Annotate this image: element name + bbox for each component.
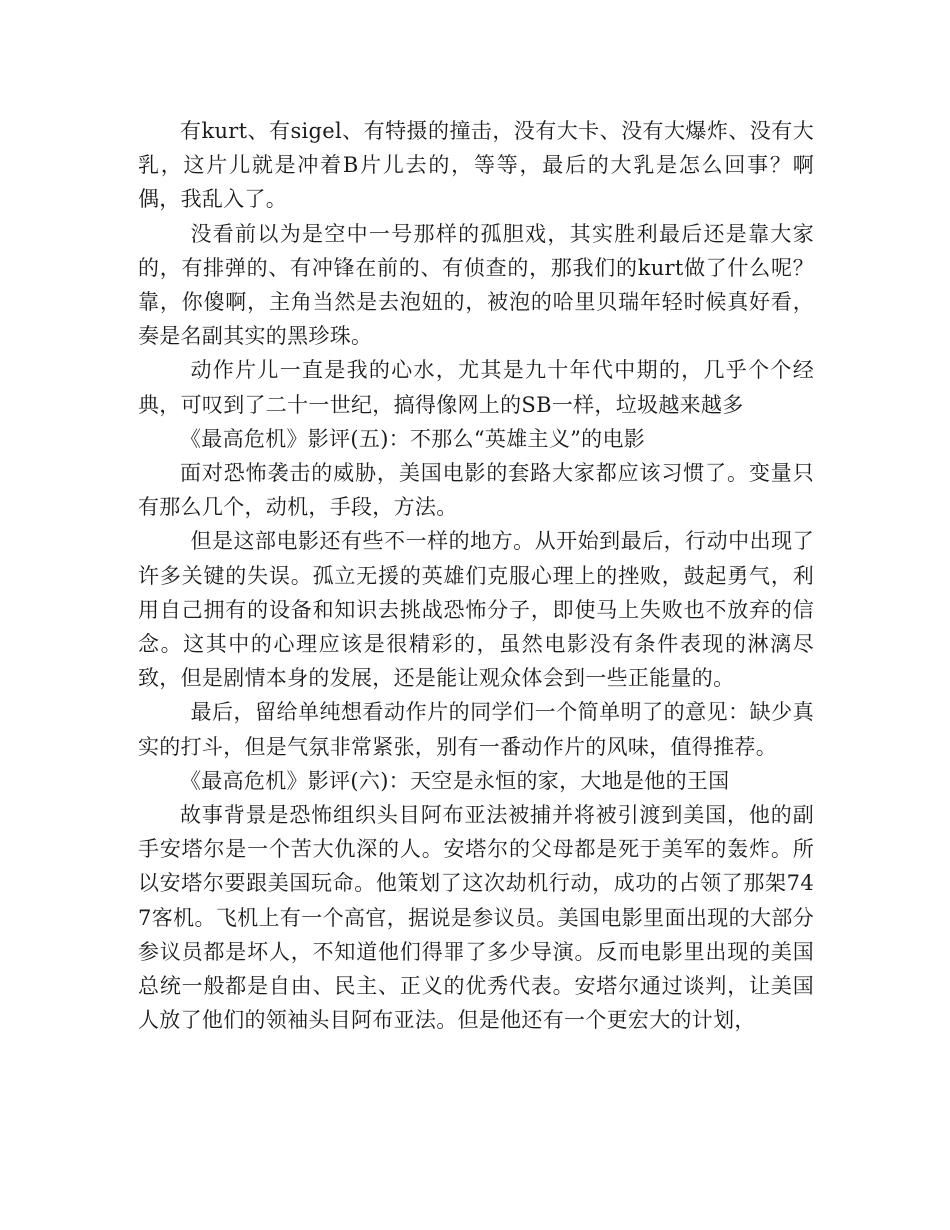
paragraph-intro: 有kurt、有sigel、有特摄的撞击，没有大卡、没有大爆炸、没有大乳，这片儿就是冲着B片儿去的，等等，最后的大乳是怎么回事？啊偶，我乱入了。 [138, 119, 814, 212]
paragraph-story-background: 故事背景是恐怖组织头目阿布亚法被捕并将被引渡到美国，他的副手安塔尔是一个苦大仇深的人。安塔尔的父母都是死于美军的轰炸。所以安塔尔要跟美国玩命。他策划了这次劫机行动，成功的占领了那架747客机。飞机上有一个高官，据说是参议员。美国电影里面出现的大部分参议员都是坏人，不知道他们得罪了多少导演。反而电影里出现的美国总统一般都是自由、民主、正义的优秀代表。安塔尔通过谈判，让美国人放了他们的领袖头目阿布亚法。但是他还有一个更宏大的计划， [138, 803, 814, 1033]
paragraph-terror-threat: 面对恐怖袭击的威胁，美国电影的套路大家都应该习惯了。变量只有那么几个，动机，手段，方法。 [138, 461, 814, 520]
document-body [138, 114, 814, 1037]
paragraph-action-films: 动作片儿一直是我的心水，尤其是九十年代中期的，几乎个个经典，可叹到了二十一世纪，搞得像网上的SB一样，垃圾越来越多 [138, 358, 814, 417]
paragraph-different: 但是这部电影还有些不一样的地方。从开始到最后，行动中出现了许多关键的失误。孤立无援的英雄们克服心理上的挫败，鼓起勇气，利用自己拥有的设备和知识去挑战恐怖分子，即使马上失败也不放弃的信念。这其中的心理应该是很精彩的，虽然电影没有条件表现的淋漓尽致，但是剧情本身的发展，还是能让观众体会到一些正能量的。 [138, 529, 814, 691]
review-heading-6: 《最高危机》影评(六)：天空是永恒的家，大地是他的王国 [180, 768, 730, 793]
paragraph-teamwork: 没看前以为是空中一号那样的孤胆戏，其实胜利最后还是靠大家的，有排弹的、有冲锋在前的、有侦查的，那我们的kurt做了什么呢？靠，你傻啊，主角当然是去泡妞的，被泡的哈里贝瑞年轻时候真好看，奏是名副其实的黑珍珠。 [138, 221, 814, 349]
paragraph-recommendation: 最后，留给单纯想看动作片的同学们一个简单明了的意见：缺少真实的打斗，但是气氛非常紧张，别有一番动作片的风味，值得推荐。 [138, 700, 814, 759]
review-heading-5: 《最高危机》影评(五)：不那么“英雄主义”的电影 [180, 426, 646, 451]
